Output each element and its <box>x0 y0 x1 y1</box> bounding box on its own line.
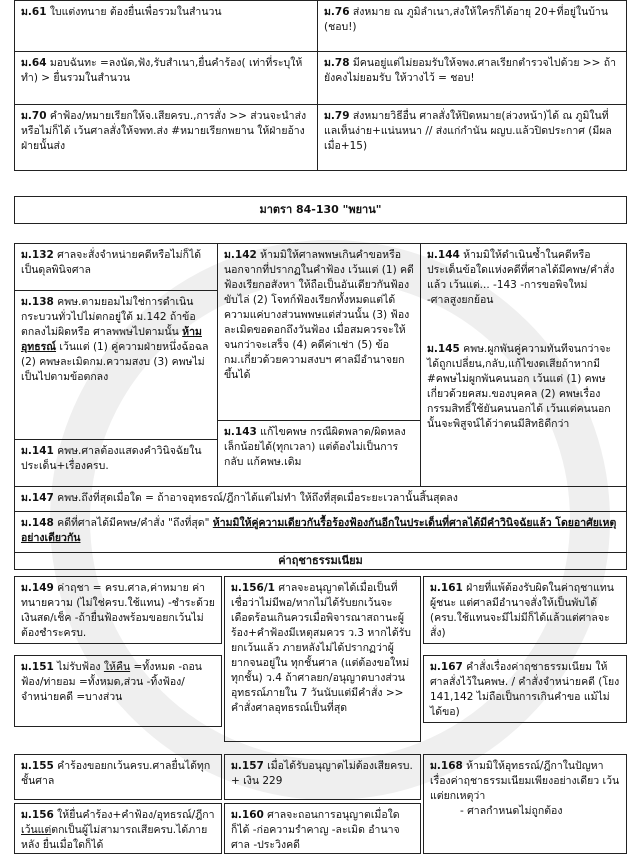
rule-code: ม.78 <box>324 57 350 69</box>
fee-section-title-text: ค่าฤชาธรรมเนียม <box>278 554 363 567</box>
rule-text-cont: ตกเป็นผู้ไม่สามารถเสียครบ.ได้ภายหลัง ยื่นเมื่อใดก็ได้ <box>21 824 208 851</box>
rule-code: ม.156/1 <box>231 582 275 594</box>
rule-code: ม.76 <box>324 6 350 18</box>
rule-text-underlined: ห้ามอุทธรณ์ <box>21 326 202 353</box>
rule-76-cell <box>317 0 627 52</box>
section-title-text: มาตรา 84-130 "พยาน" <box>259 203 382 216</box>
rule-79-cell <box>317 104 627 171</box>
rule-156-1-cell <box>224 576 421 742</box>
rule-151-cell <box>14 655 222 727</box>
rule-code: ม.148 <box>21 517 54 529</box>
rule-text-cont: =ทั้งหมด -ถอนฟ้อง/ท่ายอม =ทั้งหมด,ส่วน -ทิ้งฟ้อง/จำหน่ายคดี =บางส่วน <box>21 661 202 703</box>
rule-78-cell <box>317 51 627 105</box>
rule-text: ไม่รับฟ้อง <box>57 661 104 673</box>
rule-code: ม.151 <box>21 661 54 673</box>
rule-code: ม.149 <box>21 582 54 594</box>
rule-147-cell <box>14 486 627 512</box>
rule-code: ม.145 <box>427 343 460 355</box>
rule-149-cell <box>14 576 222 644</box>
rule-155-cell <box>14 754 222 800</box>
rule-code: ม.167 <box>430 661 463 673</box>
rule-61-cell <box>14 0 318 52</box>
rule-code: ม.168 <box>430 760 463 772</box>
rule-143-cell <box>217 420 421 487</box>
rule-138-cell <box>14 290 218 440</box>
rule-text: ห้ามมิให้ดำเนินซ้ำในคดีหรือประเด็นข้อใดแห่งคดีที่ศาลได้มีคพษ/คำสั่งแล้ว เว้นแต่... -143 -การขอพิจใหม่ -ศาลสูงยกย้อน <box>427 249 615 306</box>
rule-code: ม.132 <box>21 249 54 261</box>
fee-section-title <box>14 552 627 570</box>
rule-text: ค่าฤชา = ครบ.ศาล,ค่าหมาย ค่าทนายความ (ไม่ใช่ครบ.ใช้แทน) -ชำระด้วยเงินสด/เช็ค -ถ้ายื่นฟ้องพร้อมขอยกเว้นไม่ต้องชำระครบ. <box>21 582 215 639</box>
rule-142-cell <box>217 243 421 421</box>
rule-text: แก้ไขคพษ กรณีผิดพลาด/ผิดหลงเล็กน้อยได้(ทุกเวลา) แต่ต้องไม่เป็นการกลับ แก้คพษ.เดิม <box>224 426 406 468</box>
rule-code: ม.160 <box>231 809 264 821</box>
rule-text-cont: เว้นแต่ (1) คู่ความฝ่ายหนึ่งฉ้อฉล (2) คพษละเมิดกม.ความสงบ (3) คพษไม่เป็นไปตามข้อตกลง <box>21 341 209 383</box>
rule-161-cell <box>423 576 627 644</box>
rule-text-underlined: ห้ามมิให้คู่ความเดียวกันรื้อร้องฟ้องกันอีกในประเด็นที่ศาลได้มีคำวินิจฉัยแล้ว โดยอาศัยเหตุอย่างเดียวกัน <box>21 517 617 544</box>
rule-text-underlined: เว้นแต่ <box>21 824 52 836</box>
rule-code: ม.79 <box>324 110 350 122</box>
rule-text: คพษ.ตามยอมไม่ใช่การดำเนินกระบวนทั่วไปไม่ตกอยู่ใต้ ม.142 ถ้าข้อตกลงไม่ผิดหรือ ศาลพพษไปตามนั้น <box>21 296 196 338</box>
rule-text: เมื่อได้รับอนุญาตไม่ต้องเสียครบ. + เงิน 229 <box>231 760 413 787</box>
rule-text: ห้ามมิให้อุทธรณ์/ฎีกาในปัญหาเรื่องค่าฤชาธรรมเนียมเพียงอย่างเดียว เว้นแต่ยกเหตุว่า <box>430 760 620 802</box>
rule-text: คำสั่งเรื่องค่าฤชาธรรมเนียม ให้ศาลสั่งไว้ในคพษ. / คำสั่งจำหน่ายคดี (โยง 141,142 ไม่ถือเป็นการเกินคำขอ แม้ไม่ได้ขอ) <box>430 661 620 718</box>
rule-code: ม.61 <box>21 6 47 18</box>
rule-148-cell <box>14 511 627 553</box>
rule-168-exception: - ศาลกำหนดไม่ถูกต้อง <box>460 805 563 817</box>
rule-text: ส่งหมาย ณ ภูมิลำเนา,ส่งให้ใครก็ได้อายุ 20+ที่อยู่ในบ้าน (ชอบ!) <box>324 6 608 33</box>
rule-text: ส่งหมายวิธีอื่น ศาลสั่งให้ปิดหมาย(ล่วงหน้า)ได้ ณ ภูมิในที่แลเห็นง่าย+แน่นหนา // ส่งแก่กำนัน ผญบ.แล้วปิดประกาศ (มีผลเมื่อ+15) <box>324 110 612 152</box>
rule-code: ม.141 <box>21 445 54 457</box>
rule-text: คดีที่ศาลได้มีคพษ/คำสั่ง "ถึงที่สุด" <box>57 517 213 529</box>
rule-code: ม.138 <box>21 296 54 308</box>
rule-code: ม.156 <box>21 809 54 821</box>
rule-code: ม.142 <box>224 249 257 261</box>
rule-code: ม.161 <box>430 582 463 594</box>
rule-160-cell <box>224 803 421 854</box>
rule-text: คพษ.ถึงที่สุดเมื่อใด = ถ้าอาจอุทธรณ์/ฎีกาได้แต่ไม่ทำ ให้ถึงที่สุดเมื่อระยะเวลานั้นสิ้นสุดลง <box>57 492 458 504</box>
rule-167-cell <box>423 655 627 723</box>
rule-text: คพษ.ศาลต้องแสดงคำวินิจฉัยในประเด็น+เรื่องครบ. <box>21 445 202 472</box>
rule-code: ม.64 <box>21 57 47 69</box>
rule-156-cell <box>14 803 222 854</box>
rule-code: ม.144 <box>427 249 460 261</box>
rule-code: ม.157 <box>231 760 264 772</box>
rule-157-cell <box>224 754 421 800</box>
rule-132-cell <box>14 243 218 291</box>
section-title <box>14 196 627 224</box>
rule-text: คำร้องขอยกเว้นครบ.ศาลยื่นได้ทุกชั้นศาล <box>21 760 211 787</box>
rule-text: มอบฉันทะ =ลงนัด,ฟัง,รับสำเนา,ยื่นคำร้อง( เท่าที่ระบุให้ทำ) > ยื่นรวมในสำนวน <box>21 57 303 84</box>
rule-text: ศาลจะถอนการอนุญาตเมื่อใดก็ได้ -ก่อความรำคาญ -ละเมิด อำนาจศาล -ประวิงคดี <box>231 809 400 851</box>
rule-text: คพษ.ผูกพันคู่ความทันทีจนกว่าจะได้ถูกเปลี่ยน,กลับ,แก้ไขงดเสียถ้าหากมี #คพษไม่ผูกพันคนนอก เว้นแต่ (1) คพษเกี่ยวด้วยคสม.ของบุคคล (2) คพษเรื่องกรรมสิทธิ์ใช้ยันคนนอกได้ เว้นแต่คนนอกนั้นจะพิสูจน์ได้ว่าตนมีสิทธิดีกว่า <box>427 343 612 430</box>
rule-text: ใบแต่งทนาย ต้องยื่นเพื่อรวมในสำนวน <box>49 6 222 18</box>
rule-70-cell <box>14 104 318 171</box>
rule-144 <box>427 248 620 308</box>
rule-text: มีคนอยู่แต่ไม่ยอมรับให้จพง.ศาลเรียกตำรวจไปด้วย >> ถ้ายังคงไม่ยอมรับ ให้วางไว้ = ชอบ! <box>324 57 616 84</box>
rule-text: ศาลจะอนุญาตได้เมื่อเป็นที่เชื่อว่าไม่มีพอ/หากไม่ได้รับยกเว้นจะเดือดร้อนเกินควรเมื่อพิจารณาสถานะผู้ร้อง+คำฟ้องมีเหตุสมควร ว.3 หากได้รับยกเว้นแล้ว ภายหลังไม่ได้ปรากฏว่าผู้ยากจนอยู่ใน ทุกชั้นศาล (แต่ต้องขอใหม่ทุกชั้น) ว.4 ถ้าศาลยก/อนุญาตบางส่วนอุทธรณ์ภายใน 7 วันนับแต่มีคำสั่ง >> คำสั่งศาลอุทธรณ์เป็นที่สุด <box>231 582 411 714</box>
rule-168-cell <box>423 754 627 854</box>
rule-code: ม.143 <box>224 426 257 438</box>
rule-64-cell <box>14 51 318 105</box>
rule-code: ม.155 <box>21 760 54 772</box>
rule-text: ห้ามมิให้ศาลพพษเกินคำขอหรือนอกจากที่ปรากฏในคำฟ้อง เว้นแต่ (1) คดีฟ้องเรียกอสังหา ให้ถือเป็นอันเดียวกันฟ้องขับไล่ (2) โจทก์ฟ้องเรียกทั้งหมดแต่ได้ความแค่บางส่วนพพษแต่ส่วนนั้น (3) ฟ้องละเมิดขอดอกถึงวันฟ้อง เมื่อสมควรจะให้จนกว่าจะเสร็จ (4) คดีค่าเช่า (5) ข้อกม.เกี่ยวด้วยความสงบฯ ศาลมีอำนาจยกขึ้นได้ <box>224 249 414 381</box>
rule-code: ม.147 <box>21 492 54 504</box>
rule-code: ม.70 <box>21 110 47 122</box>
rule-145 <box>427 342 620 432</box>
rule-text: คำฟ้อง/หมายเรียกให้จ.เสียครบ.,การสั่ง >> ส่วนจะนำส่งหรือไม่ก็ได้ เว้นศาลสั่งให้จพท.ส่ง #หมายเรียกพยาน ให้ฝ่ายอ้างฝ่ายนั้นส่ง <box>21 110 307 152</box>
rule-text: ศาลจะสั่งจำหน่ายคดีหรือไม่ก็ได้ เป็นดุลพินิจศาล <box>21 249 202 276</box>
rule-text-underlined: ให้คืน <box>103 661 131 673</box>
rule-text: ให้ยื่นคำร้อง+คำฟ้อง/อุทธรณ์/ฎีกา <box>57 809 215 821</box>
rule-text: ฝ่ายที่แพ้ต้องรับผิดในค่าฤชาแทนผู้ชนะ แต่ศาลมีอำนาจสั่งให้เป็นพับได้ (ครบ.ใช้แทนจะมีไม่มีก็ได้แล้วแต่ศาลจะสั่ง) <box>430 582 614 639</box>
rule-141-cell <box>14 439 218 487</box>
rules-144-145-cell <box>420 243 627 487</box>
